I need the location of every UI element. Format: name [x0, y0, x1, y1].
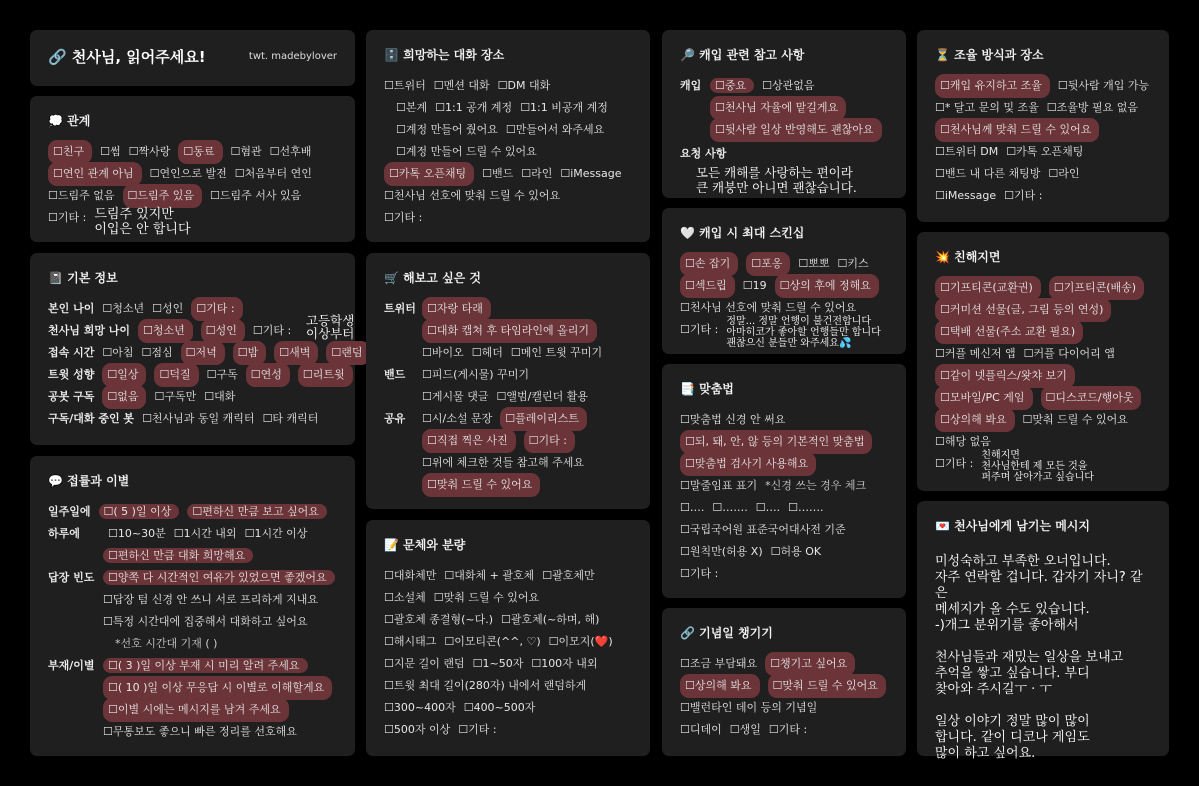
checkbox-option[interactable]: ☐10~30분: [108, 527, 166, 540]
checkbox-option[interactable]: ☐소설체: [384, 591, 426, 604]
checkbox-option[interactable]: ☐캐입 유지하고 조율: [935, 74, 1050, 98]
option-row: [680, 719, 890, 741]
option-row: [384, 298, 634, 320]
absence-label: 부재/이별: [48, 659, 95, 672]
row-label: 밴드: [384, 368, 406, 381]
anniversary-card: [662, 608, 906, 756]
option-row: [680, 541, 890, 563]
basic-info-rows: [48, 298, 363, 430]
page-title: 🔗 천사님, 읽어주세요!: [48, 48, 206, 66]
checkbox-option[interactable]: ☐기타 :: [384, 211, 423, 224]
place-card: [366, 30, 650, 242]
row-label: 트윗 성향: [48, 368, 95, 381]
row-label: 구독/대화 중인 봇: [48, 412, 135, 425]
option-row: [935, 343, 1153, 365]
checkbox-option[interactable]: ☐괄호체만: [542, 569, 595, 582]
checkbox-option[interactable]: ☐상의 후에 정해요: [775, 274, 879, 298]
checkbox-option[interactable]: ☐기타 :: [524, 429, 575, 453]
checkbox-option[interactable]: ☐커미션 선물(글, 그림 등의 연성): [935, 298, 1111, 322]
checkbox-option[interactable]: ☐1~50자: [472, 657, 524, 670]
checkbox-option[interactable]: ☐커플 다이어리 앱: [1023, 347, 1115, 360]
checkbox-option[interactable]: ☐( 10 )일 이상 무응답 시 이별로 이해할게요: [103, 676, 332, 700]
relation-etc-label: ☐기타 :: [48, 211, 87, 224]
row-label: 공봇 구독: [48, 390, 95, 403]
option-row: [384, 609, 634, 631]
option-row: [384, 719, 634, 741]
close-card: [917, 232, 1169, 491]
manner-title: ⏳ 조율 방식과 장소: [935, 48, 1044, 62]
checkbox-option[interactable]: ☐답장 텀 신경 안 쓰니 서로 프리하게 지내요: [103, 593, 318, 606]
checkbox-option[interactable]: ☐천사님 선호에 맞춰 드릴 수 있어요: [384, 189, 561, 202]
anniversary-title: 🔗 기념일 챙기기: [680, 626, 773, 640]
option-row: [48, 163, 339, 185]
option-row: [680, 519, 890, 541]
relation-etc-note: 드림주 있지만 이입은 안 합니다: [94, 207, 191, 237]
option-row: [935, 141, 1153, 163]
row-label: 트위터: [384, 302, 416, 315]
option-row: [384, 653, 634, 675]
option-row: [935, 409, 1153, 431]
checkbox-option[interactable]: ☐짝사랑: [128, 145, 171, 158]
checkbox-option[interactable]: ☐이모지(❤️): [548, 635, 613, 648]
checkbox-option[interactable]: ☐구독만: [154, 390, 197, 403]
option-row: [935, 321, 1153, 343]
checkbox-option[interactable]: ☐만들어서 와주세요: [505, 123, 605, 136]
checkbox-option[interactable]: ☐연인 관계 아님: [48, 162, 142, 186]
checkbox-option[interactable]: ☐앨범/캘린더 활용: [496, 390, 588, 403]
checkbox-option[interactable]: ☐커플 메신저 앱: [935, 347, 1016, 360]
option-row: [680, 497, 890, 519]
wish-rows: [384, 298, 634, 496]
skinship-title: 🤍 캐입 시 최대 스킨십: [680, 226, 805, 240]
checkbox-option[interactable]: ☐모바일/PC 게임: [935, 386, 1033, 410]
option-row: [48, 185, 339, 207]
checkbox-option[interactable]: ☐디데이: [680, 723, 722, 736]
basic-info-card: [30, 253, 363, 445]
request-note: 모든 캐해를 사랑하는 편이라 큰 캐붕만 아니면 괜찮습니다.: [696, 165, 857, 195]
checkbox-option[interactable]: ☐19: [742, 279, 767, 292]
checkbox-option[interactable]: ☐메인 트윗 꾸미기: [510, 346, 603, 359]
checkbox-option[interactable]: ☐맞춰 드릴 수 있어요: [768, 674, 886, 698]
checkbox-option[interactable]: *신경 쓰는 경우 체크: [765, 479, 867, 492]
option-row: [384, 565, 634, 587]
checkbox-option[interactable]: ☐혐관: [230, 145, 262, 158]
checkbox-option[interactable]: ☐트위터: [384, 79, 426, 92]
option-row: [935, 277, 1153, 299]
checkbox-option[interactable]: ☐기타 :: [680, 567, 719, 580]
checkbox-option[interactable]: ☐이모티콘(^^, ♡): [444, 635, 541, 648]
checkbox-option[interactable]: ☐밴드: [482, 167, 514, 180]
checkbox-option[interactable]: ☐청소년: [102, 302, 145, 315]
skinship-rows: [680, 253, 890, 319]
checkbox-option[interactable]: ☐드림주 서사 있음: [210, 189, 302, 202]
checkbox-option[interactable]: ☐….: [755, 501, 781, 514]
checkbox-option[interactable]: ☐이별 시에는 메시지를 남겨 주세요: [103, 698, 289, 722]
option-row: [48, 342, 363, 364]
checkbox-option[interactable]: ☐같이 넷플릭스/왓챠 보기: [935, 364, 1075, 388]
checkbox-option[interactable]: ☐맞춰 드릴 수 있어요: [433, 591, 540, 604]
style-card: [366, 520, 650, 756]
option-row: [384, 119, 634, 141]
request-label: 요청 사항: [680, 147, 727, 160]
option-row: [384, 185, 634, 207]
checkbox-option[interactable]: ☐500자 이상: [384, 723, 451, 736]
checkbox-option[interactable]: *선호 시간대 기재 ( ): [115, 637, 218, 650]
option-row: [48, 141, 339, 163]
option-row: [48, 386, 339, 408]
row-label: 접속 시간: [48, 346, 95, 359]
option-row: [384, 386, 634, 408]
style-title: 📝 문체와 분량: [384, 538, 466, 552]
option-row: [935, 97, 1153, 119]
option-row: [935, 75, 1153, 97]
row-label: 본인 나이: [48, 302, 95, 315]
checkbox-option[interactable]: ☐계정 만들어 줬어요: [396, 123, 498, 136]
checkbox-option[interactable]: ☐본계: [396, 101, 428, 114]
checkbox-option[interactable]: ☐밸런타인 데이 등의 기념일: [680, 701, 818, 714]
checkbox-option[interactable]: ☐원칙만(허용 X): [680, 545, 763, 558]
checkbox-option[interactable]: ☐계정 만들어 드릴 수 있어요: [396, 145, 537, 158]
checkbox-option[interactable]: ☐괄호체 종결형(~다.): [384, 613, 494, 626]
checkbox-option[interactable]: ☐새벽: [274, 341, 318, 365]
option-row: [680, 253, 890, 275]
checkbox-option[interactable]: ☐택배 선물(주소 교환 필요): [935, 320, 1083, 344]
relation-title: 💭 관계: [48, 114, 91, 128]
checkbox-option[interactable]: ☐맞춤법 신경 안 써요: [680, 413, 786, 426]
option-row: [680, 431, 890, 453]
place-rows: [384, 75, 634, 229]
checkbox-option[interactable]: ☐기타 :: [252, 324, 292, 337]
checkbox-option[interactable]: ☐양쪽 다 시간적인 여유가 있었으면 좋겠어요: [103, 570, 335, 585]
checkbox-option[interactable]: ☐포옹: [746, 252, 790, 276]
checkbox-option[interactable]: ☐피드(게시물) 꾸미기: [422, 368, 529, 381]
checkbox-option[interactable]: ☐맞춰 드릴 수 있어요: [422, 473, 540, 497]
close-etc-label: ☐기타 :: [935, 457, 974, 470]
option-row: [384, 631, 634, 653]
header-card: [30, 30, 355, 86]
checkbox-option[interactable]: ☐뒷사람 일상 반영해도 괜찮아요: [710, 118, 882, 142]
option-row: [680, 653, 890, 675]
checkbox-option[interactable]: ☐청소년: [138, 319, 193, 343]
checkbox-option[interactable]: ☐처음부터 연인: [234, 167, 312, 180]
option-row: [680, 697, 890, 719]
checkbox-option[interactable]: ☐구독: [206, 368, 238, 381]
checkbox-option[interactable]: ☐연성: [246, 363, 290, 387]
option-row: [384, 207, 634, 229]
checkbox-option[interactable]: ☐카톡 오픈채팅: [1006, 145, 1084, 158]
checkbox-option[interactable]: ☐기타 :: [1004, 189, 1043, 202]
cap-card: [662, 30, 906, 198]
checkbox-option[interactable]: ☐1시간 내외: [173, 527, 237, 540]
checkbox-option[interactable]: ☐상의해 봐요: [935, 408, 1015, 432]
checkbox-option[interactable]: ☐허용 OK: [770, 545, 822, 558]
checkbox-option[interactable]: ☐해당 없음: [935, 435, 991, 448]
checkbox-option[interactable]: ☐기프티콘(교환권): [935, 276, 1041, 300]
checkbox-option[interactable]: ☐플레이리스트: [500, 407, 587, 431]
checkbox-option[interactable]: ☐….: [680, 501, 705, 514]
checkbox-option[interactable]: ☐기타 :: [458, 723, 497, 736]
spelling-rows: [680, 409, 890, 585]
checkbox-option[interactable]: ☐키스: [837, 257, 869, 270]
skinship-card: [662, 208, 906, 354]
checkbox-option[interactable]: ☐점심: [141, 346, 173, 359]
option-row: [48, 320, 339, 342]
checkbox-option[interactable]: ☐1시간 이상: [244, 527, 308, 540]
checkbox-option[interactable]: ☐헤더: [471, 346, 503, 359]
checkbox-option[interactable]: ☐리트윗: [298, 363, 353, 387]
option-row: [680, 475, 890, 497]
relation-rows: [48, 141, 339, 207]
close-etc-note: 친해지면 천사님한테 제 모든 것을 퍼주며 살아가고 싶습니다: [981, 450, 1094, 483]
option-row: [935, 119, 1153, 141]
age-note: 고등학생 이상부터: [306, 313, 355, 341]
option-row: [384, 163, 634, 185]
row-label: 공유: [384, 412, 406, 425]
checkbox-option[interactable]: ☐국립국어원 표준국어대사전 기준: [680, 523, 846, 536]
message-text: 미성숙하고 부족한 오너입니다. 자주 연락할 겁니다. 갑자기 자니? 같은 메세지가 올 수도 있습니다. -)개그 분위기를 좋아해서 천사님들과 재밌는 일상을 보내고 추억을 쌓고 싶습니다. 부디 찾아와 주시길ㅜ · ㅜ 일상 이야기 정말 많이 많이 합니다. 같이 디코나 게임도 많이 하고 싶어요.: [935, 554, 1143, 761]
checkbox-option[interactable]: ☐손 잡기: [680, 252, 738, 276]
option-row: [935, 299, 1153, 321]
checkbox-option[interactable]: ☐…….: [788, 501, 824, 514]
checkbox-option[interactable]: ☐…….: [712, 501, 748, 514]
option-row: [680, 409, 890, 431]
option-row: [384, 697, 634, 719]
checkbox-option[interactable]: ☐편하신 만큼 보고 싶어요: [187, 504, 327, 519]
checkbox-option[interactable]: ☐조금 부담돼요: [680, 657, 758, 670]
checkbox-option[interactable]: ☐iMessage: [935, 189, 997, 202]
checkbox-option[interactable]: ☐동료: [178, 140, 222, 164]
style-rows: [384, 565, 634, 741]
checkbox-option[interactable]: ☐기타 :: [191, 297, 242, 321]
checkbox-option[interactable]: ☐300~400자: [384, 701, 456, 714]
option-row: [384, 364, 634, 386]
checkbox-option[interactable]: ☐아침: [102, 346, 134, 359]
manner-rows: [935, 75, 1153, 207]
cap-title: 🔎 캐입 관련 참고 사항: [680, 48, 805, 62]
manner-card: [917, 30, 1169, 222]
checkbox-option[interactable]: ☐게시물 댓글: [422, 390, 489, 403]
checkbox-option[interactable]: ☐천사님께 맞춰 드릴 수 있어요: [935, 118, 1099, 142]
checkbox-option[interactable]: ☐괄호체(~하며, 해): [501, 613, 600, 626]
weekly-label: 일주일에: [48, 505, 91, 518]
checkbox-option[interactable]: ☐직접 찍은 사진: [422, 429, 516, 453]
skinship-etc-note: 정말... 정말 언행이 불건전합니다 아마히코가 좋아할 언행들만 합니다 괜찮으신 분들만 와주세요💦: [726, 316, 881, 349]
checkbox-option[interactable]: ☐대화: [204, 390, 236, 403]
checkbox-option[interactable]: ☐디스코드/행아웃: [1041, 386, 1142, 410]
checkbox-option[interactable]: ☐천사님 자율에 맡길게요: [710, 96, 846, 120]
checkbox-option[interactable]: ☐바이오: [422, 346, 464, 359]
checkbox-option[interactable]: ☐천사님과 동일 캐릭터: [142, 412, 255, 425]
message-title: 💌 천사님에게 남기는 메시지: [935, 519, 1090, 533]
relation-card: [30, 96, 355, 242]
message-card: [917, 501, 1169, 761]
option-row: [935, 387, 1153, 409]
checkbox-option[interactable]: ☐드림주 있음: [123, 184, 203, 208]
basic-info-title: 📓 기본 정보: [48, 271, 118, 285]
checkbox-option[interactable]: ☐해시태그: [384, 635, 437, 648]
checkbox-option[interactable]: ☐1:1 비공개 계정: [520, 101, 608, 114]
checkbox-option[interactable]: ☐없음: [102, 385, 146, 409]
checkbox-option[interactable]: ☐DM 대화: [497, 79, 551, 92]
skinship-etc-label: ☐기타 :: [680, 323, 719, 336]
option-row: [935, 163, 1153, 185]
checkbox-option[interactable]: ☐뽀뽀: [798, 257, 830, 270]
checkbox-option[interactable]: ☐위에 체크한 것들 참고해 주세요: [422, 456, 584, 469]
checkbox-option[interactable]: ☐지문 길이 랜덤: [384, 657, 465, 670]
checkbox-option[interactable]: ☐대화체 + 괄호체: [444, 569, 535, 582]
checkbox-option[interactable]: ☐썸: [100, 145, 121, 158]
checkbox-option[interactable]: ☐1:1 공개 계정: [435, 101, 513, 114]
checkbox-option[interactable]: ☐멘션 대화: [433, 79, 490, 92]
wish-title: 🛒 해보고 싶은 것: [384, 271, 482, 285]
option-row: [384, 430, 634, 452]
place-title: 🗄️ 희망하는 대화 장소: [384, 48, 505, 62]
close-rows: [935, 277, 1153, 453]
checkbox-option[interactable]: ☐성인: [152, 302, 184, 315]
checkbox-option[interactable]: ☐맞춤법 검사기 사용해요: [680, 452, 816, 476]
checkbox-option[interactable]: ☐연인으로 발전: [149, 167, 227, 180]
option-row: [48, 298, 339, 320]
daily-label: 하루에: [48, 527, 80, 540]
checkbox-option[interactable]: ☐생일: [729, 723, 761, 736]
checkbox-option[interactable]: ☐챙기고 싶어요: [765, 652, 855, 676]
option-row: [680, 563, 890, 585]
close-title: 💥 친해지면: [935, 250, 1001, 264]
checkbox-option[interactable]: ☐드림주 없음: [48, 189, 115, 202]
checkbox-option[interactable]: ☐섹드립: [680, 274, 735, 298]
checkbox-option[interactable]: ☐대화체만: [384, 569, 437, 582]
checkbox-option[interactable]: ☐카톡 오픈채팅: [384, 162, 474, 186]
option-row: [384, 675, 634, 697]
option-row: [384, 474, 634, 496]
checkbox-option[interactable]: ☐* 달고 문의 및 조율: [935, 101, 1039, 114]
row-label: 천사님 희망 나이: [48, 324, 131, 337]
checkbox-option[interactable]: ☐라인: [521, 167, 553, 180]
option-row: [384, 587, 634, 609]
checkbox-option[interactable]: ☐말줄임표 표기: [680, 479, 758, 492]
spelling-title: 📑 맞춤법: [680, 382, 734, 396]
checkbox-option[interactable]: ☐트위터 DM: [935, 145, 999, 158]
checkbox-option[interactable]: ☐iMessage: [560, 167, 622, 180]
checkbox-option[interactable]: ☐저녁: [181, 341, 225, 365]
checkbox-option[interactable]: ☐선후배: [269, 145, 312, 158]
checkbox-option[interactable]: ☐맞춰 드릴 수 있어요: [1022, 413, 1128, 426]
checkbox-option[interactable]: ☐대화 캡쳐 후 타임라인에 올리기: [422, 319, 597, 343]
option-row: [384, 141, 634, 163]
checkbox-option[interactable]: ☐기프티콘(배송): [1049, 276, 1144, 300]
checkbox-option[interactable]: ☐뒷사람 개입 가능: [1057, 79, 1150, 92]
option-row: [384, 452, 634, 474]
checkbox-option[interactable]: ☐친구: [48, 140, 92, 164]
checkbox-option[interactable]: ☐라인: [1048, 167, 1080, 180]
checkbox-option[interactable]: ☐조율방 필요 없음: [1046, 101, 1138, 114]
checkbox-option[interactable]: ☐자랑 타래: [422, 297, 491, 321]
option-row: [680, 675, 890, 697]
contact-title: 💬 접률과 이별: [48, 474, 130, 488]
checkbox-option[interactable]: ☐타 캐릭터: [262, 412, 319, 425]
option-row: [935, 185, 1153, 207]
option-row: [384, 320, 634, 342]
checkbox-option[interactable]: ☐되, 돼, 안, 않 등의 기본적인 맞춤법: [680, 430, 872, 454]
option-row: [384, 97, 634, 119]
reply-label: 답장 빈도: [48, 571, 95, 584]
checkbox-option[interactable]: ☐특정 시간대에 집중해서 대화하고 싶어요: [103, 615, 308, 628]
checkbox-option[interactable]: ☐밤: [233, 341, 267, 365]
checkbox-option[interactable]: ☐일상: [102, 363, 146, 387]
checkbox-option[interactable]: ☐중요: [710, 78, 754, 93]
checkbox-option[interactable]: ☐천사님 선호에 맞춰 드릴 수 있어요: [680, 301, 857, 314]
credit-text: twt. madebylover: [248, 51, 337, 62]
option-row: [384, 342, 634, 364]
option-row: [680, 453, 890, 475]
checkbox-option[interactable]: ☐( 5 )일 이상: [99, 504, 180, 519]
option-row: [48, 408, 339, 430]
cap-label: 캐입: [680, 79, 702, 92]
checkbox-option[interactable]: ☐덕질: [154, 363, 198, 387]
checkbox-option[interactable]: ☐밴드 내 다른 채팅방: [935, 167, 1041, 180]
checkbox-option[interactable]: ☐100자 내외: [531, 657, 598, 670]
checkbox-option[interactable]: ☐랜덤: [326, 341, 370, 365]
checkbox-option[interactable]: ☐성인: [201, 319, 245, 343]
checkbox-option[interactable]: ☐기타 :: [768, 723, 808, 736]
option-row: [384, 75, 634, 97]
option-row: [935, 365, 1153, 387]
checkbox-option[interactable]: ☐( 3 )일 이상 부재 시 미리 알려 주세요: [103, 658, 308, 673]
wish-card: [366, 253, 650, 509]
anniversary-rows: [680, 653, 890, 741]
option-row: [48, 364, 345, 386]
option-row: [680, 275, 890, 297]
checkbox-option[interactable]: ☐상의해 봐요: [680, 674, 760, 698]
checkbox-option[interactable]: ☐시/소설 문장: [422, 412, 493, 425]
checkbox-option[interactable]: ☐편하신 만큼 대화 희망해요: [103, 548, 253, 563]
checkbox-option[interactable]: ☐400~500자: [463, 701, 536, 714]
contact-card: [30, 456, 355, 756]
spelling-card: [662, 364, 906, 598]
checkbox-option[interactable]: ☐상관없음: [762, 79, 815, 92]
option-row: [384, 408, 634, 430]
checkbox-option[interactable]: ☐트윗 최대 길이(280자) 내에서 랜덤하게: [384, 679, 587, 692]
checkbox-option[interactable]: ☐무통보도 좋으니 빠른 정리를 선호해요: [103, 725, 297, 738]
